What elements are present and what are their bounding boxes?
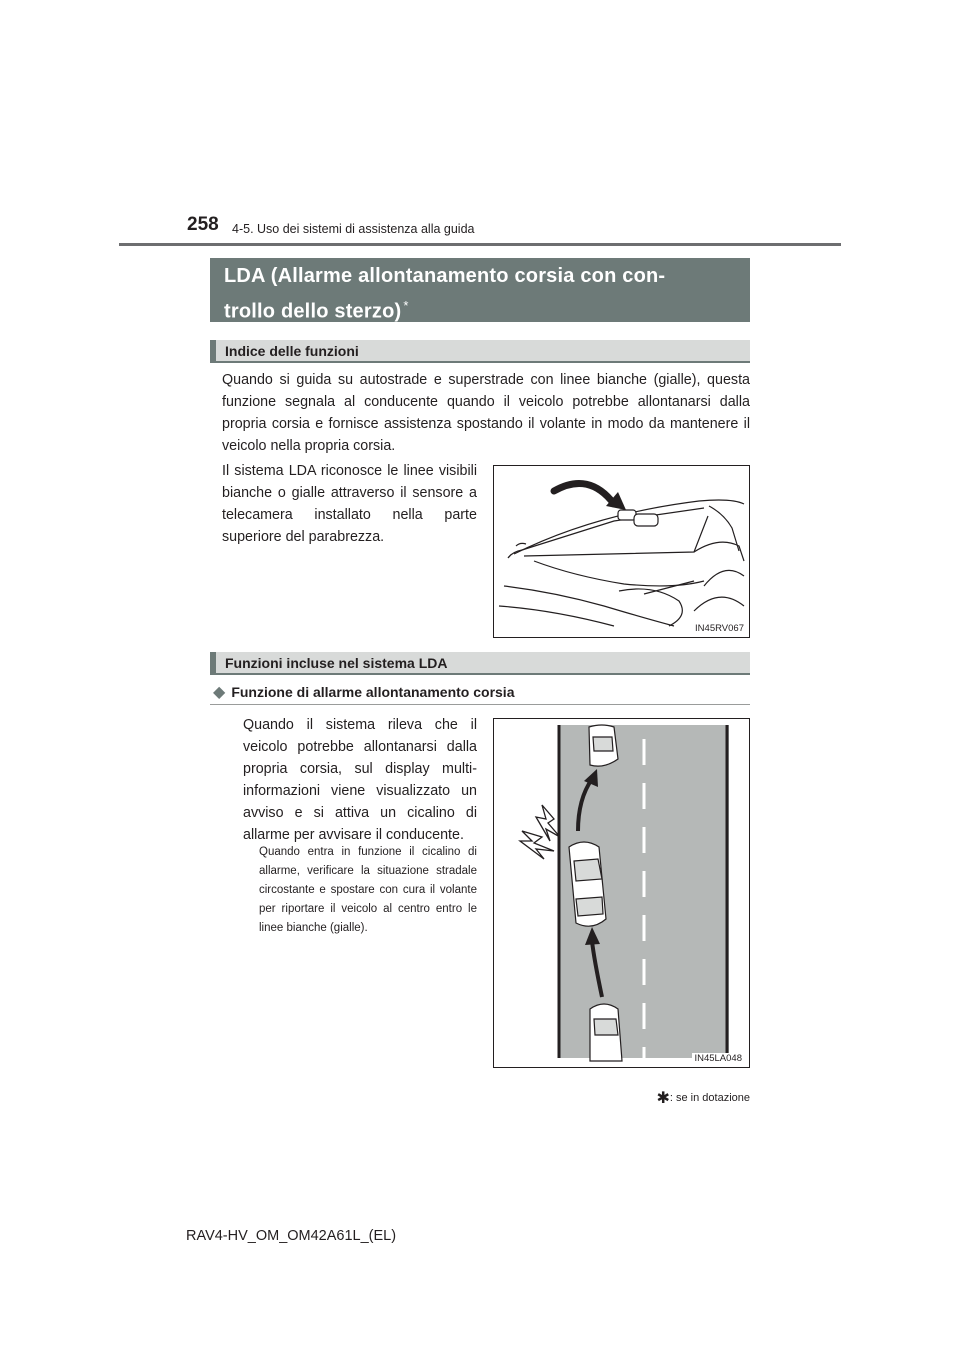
camera-paragraph: Il sistema LDA riconosce le linee visibili bianche o gialle attraverso il sensore a telecamera installato nella parte superiore del parabrezza. xyxy=(222,463,477,545)
camera-sensor xyxy=(618,510,636,520)
lane-departure-heading-text: Funzione di allarme allontanamento corsia xyxy=(231,684,515,700)
section-title-line1: LDA (Allarme allontanamento corsia con con- xyxy=(224,265,666,287)
lane-departure-illustration xyxy=(494,719,750,1068)
included-functions-header xyxy=(210,652,750,675)
figure-code: IN45LA048 xyxy=(694,1053,742,1064)
car-bottom xyxy=(590,1004,622,1061)
windshield-camera-figure xyxy=(493,465,750,638)
pointer-arrow-body xyxy=(554,483,614,504)
asterisk-icon: ✱ xyxy=(656,1090,670,1107)
section-title xyxy=(210,258,750,322)
lane-departure-figure xyxy=(493,718,750,1068)
optional-marker: * xyxy=(403,298,409,313)
figure-code: IN45RV067 xyxy=(695,623,744,634)
section-title-line2 xyxy=(224,291,736,327)
page-number: 258 xyxy=(187,214,219,235)
chapter-title: 4-5. Uso dei sistemi di assistenza alla guida xyxy=(232,222,475,236)
function-index-header xyxy=(210,340,750,363)
intro-paragraph: Quando si guida su autostrade e superstrade con linee bianche (gialle), questa funzione segnala al conducente quando il veicolo potrebbe allontanarsi dalla propria corsia e fornisce assistenza spostando il volante in modo da mantenere il veicolo nella propria corsia. xyxy=(222,372,750,454)
windshield-illustration xyxy=(494,466,750,638)
buzzer-icon xyxy=(520,805,560,859)
diamond-icon: ◆ xyxy=(213,684,226,701)
header-rule xyxy=(119,243,841,246)
footnote-text: : se in dotazione xyxy=(669,1091,750,1104)
header-accent-bar xyxy=(210,652,216,673)
section-title-text: trollo dello sterzo) xyxy=(224,300,402,323)
header-accent-bar xyxy=(210,340,216,361)
lane-departure-paragraph: Quando il sistema rileva che il veicolo potrebbe allontanarsi dalla propria corsia, sul display multi-informazioni viene visualizzato un avviso e si attiva un cicalino di allarme per avvisare il conducente. xyxy=(243,717,477,843)
lane-departure-heading xyxy=(213,682,514,702)
function-index-label: Indice delle funzioni xyxy=(225,343,359,359)
subheading-rule xyxy=(210,704,750,705)
buzzer-note: Quando entra in funzione il cicalino di allarme, verificare la situazione stradale circostante e spostare con cura il volante per riportare il veicolo al centro entro le linee bianche (gialle). xyxy=(259,846,477,934)
document-code: RAV4-HV_OM_OM42A61L_(EL) xyxy=(186,1228,397,1244)
included-functions-label: Funzioni incluse nel sistema LDA xyxy=(225,655,448,671)
rearview-mirror xyxy=(634,514,658,526)
car-top xyxy=(589,725,618,766)
footnote xyxy=(590,1088,750,1108)
